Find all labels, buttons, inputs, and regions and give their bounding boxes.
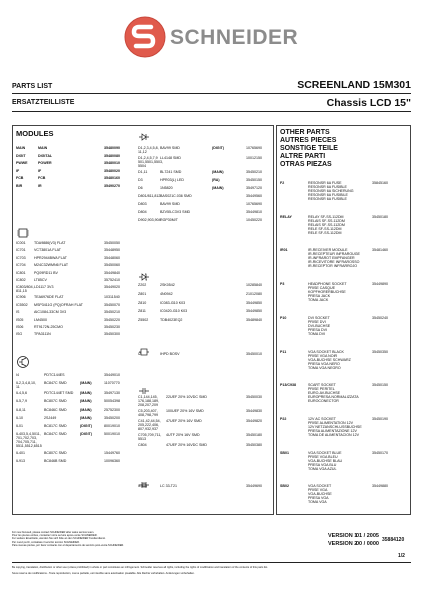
other-parts-title-line: OTRAS PIEZAS [280, 161, 332, 168]
other-part-number: 35450180 [372, 214, 388, 219]
other-part-description: DVI SOCKET PRISE DVI DVI-BUCHSE PRESA DVI TOMA DVI [308, 315, 331, 336]
part-description: BAV99 SMD [160, 146, 180, 150]
part-reference: C41,42,44,54, 205,222,406, 807,932,937 [138, 419, 161, 432]
part-reference: IC701 [16, 248, 26, 253]
version-1-date: 01 / 2005 [356, 533, 379, 539]
version-1-label: VERSION 1 [328, 533, 358, 539]
part-description: TDB4023EQ2 [160, 318, 183, 323]
part-reference: Z5502 [138, 318, 149, 323]
part-number: 50019010 [104, 432, 120, 437]
part-reference: Z801 [138, 291, 147, 296]
other-part-description: SCART SOCKET PRISE PERITEL EURO-AV-BUCHSE EUROPRESA NORMALIZZATA EUROCONECTOR [308, 383, 359, 404]
part-module-tag: (MAIN) [80, 381, 92, 386]
other-part-number: 35450150 [372, 383, 388, 388]
part-number: 35450050 [104, 241, 120, 245]
other-parts-title-line: SONSTIGE TEILE [280, 145, 338, 152]
part-number: 35450220 [104, 317, 120, 322]
part-description: BL7241 SMD [160, 170, 182, 175]
part-description: PDTC144ES [44, 373, 65, 377]
part-description: LC 33-T21 [160, 484, 177, 488]
part-description: RGP30M/T [160, 218, 178, 223]
part-reference: IC803/804, 811,15 [16, 285, 34, 294]
part-description: M24C32WMN6 FLAT [34, 263, 69, 268]
part-reference: IL303 [138, 484, 147, 488]
part-number: 35450230 [104, 325, 120, 329]
other-parts-title-line: AUTRES PIECES [280, 137, 337, 144]
part-description: BC847C SMD [44, 432, 67, 437]
footer-legal-2: Sous reserve de modifications - Toute reproduction, meme partielle, est interdite sans autorisation prealable. Alle Rechte vorbehalten. Anderungen vorbehalten. [12, 572, 195, 575]
part-number: 10311540 [104, 295, 120, 300]
part-reference: C5,203,407, 408,798,799 [138, 409, 158, 418]
part-description: TEA6976DE FLAT [34, 295, 64, 300]
part-description: BAV99 SMD [160, 202, 180, 207]
part-number: 15449760 [104, 450, 120, 455]
module-part-number: 35480160 [104, 176, 120, 181]
part-description: LL4148 SMD [160, 156, 181, 160]
other-part-description: IR-RECEIVER MODULE IR-RECEPTEUR INFRAROUGE IR-INFRAROT EMPFANGER IR-RICEVITORE INFRAROSSO IR-RECEPTOR INFRARROJO [308, 248, 360, 269]
module-part-number: 35480080 [104, 153, 120, 158]
part-reference: D6 [138, 186, 143, 191]
part-description: LT85CV [34, 278, 47, 282]
part-number: 35450010 [246, 352, 262, 356]
part-number: 35497130 [104, 391, 120, 396]
other-part-reference: P11 [280, 349, 287, 354]
part-description: 1N5820 [160, 186, 173, 191]
other-part-description: RELAY SF-SS-112DM RELAIS SF-SS-112DM RELAIS SF-SS-112DM RELE SF-SS-112DM RELE SF-SS-112DM [308, 214, 345, 235]
part-reference: IS05 [16, 317, 24, 322]
module-name: MAIN [38, 146, 48, 150]
module-code: BIR [16, 184, 23, 188]
part-module-tag: (RA) [212, 178, 220, 183]
part-reference: C1,144,145, 176,188,189, 208,207,209 [138, 395, 159, 407]
part-number: 11070770 [104, 381, 120, 386]
part-description: HPR2944BWA FLAT [34, 255, 67, 260]
schneider-logo-icon [124, 16, 166, 58]
part-module-tag: (MAIN) [80, 399, 92, 404]
part-number: 35450300 [104, 332, 120, 337]
module-name: FCB [38, 176, 46, 181]
part-reference: IS [16, 310, 20, 315]
part-number: 35450380 [246, 443, 262, 448]
module-code: IF [16, 168, 20, 173]
part-number: 10450220 [246, 218, 262, 223]
other-part-number: 35449890 [372, 282, 388, 287]
part-reference: IC801 [16, 270, 26, 275]
part-module-tag: (MAIN) [80, 391, 92, 396]
part-reference: IL10 [16, 415, 23, 420]
part-description: PDTC144ET SMD [44, 391, 74, 396]
part-number: 35449690 [246, 484, 262, 488]
part-reference: C804 [138, 443, 147, 448]
part-reference: IC906 [16, 295, 26, 300]
part-description: BC847C SMD [44, 381, 67, 386]
part-description: LD1117 3V3 [34, 285, 54, 290]
part-description: BC807C SMD [44, 450, 67, 455]
part-reference: D3 [138, 178, 143, 183]
part-description: 47UEF 20% 16V SMD [166, 419, 202, 424]
part-reference: IC704 [16, 263, 26, 268]
part-number: 35497120 [246, 186, 262, 191]
part-description: BZV55-C3V3 SMD [160, 210, 191, 215]
page-number: 1/2 [398, 553, 405, 559]
part-number: 35449820 [246, 419, 262, 424]
other-part-reference: RELAY [280, 214, 292, 219]
part-description: 47UEF 20% 16VDC SMD [166, 443, 207, 448]
part-reference: IL5,7,9 [16, 399, 27, 404]
part-reference: C705,709,711, 5513 [138, 433, 162, 442]
module-code: FCB [16, 176, 24, 181]
other-part-description: VGA SOCKET BLUE PRISE VGA BLEU VGA-BUCHSE BLAU PRESA VGA BLU TOMA VGA AZUL [308, 450, 343, 471]
part-number: 35450210 [104, 310, 120, 315]
transistor-icon [16, 355, 30, 369]
footer-divider [12, 562, 411, 563]
part-reference: D902,903,904 [138, 218, 161, 223]
part-reference: IL401 [16, 450, 25, 455]
part-reference: IL8,11 [16, 407, 26, 412]
part-description: 22UEF 20% 10VDC SMD [166, 395, 207, 399]
part-reference: IC5502 [16, 302, 28, 307]
part-description: BC846B SMD [44, 458, 67, 463]
part-reference: IL4,5,6 [16, 391, 27, 396]
other-part-description: VGA SOCKET PRISE VGA VGA-BUCHSE PRESA VGA TOMA VGA [308, 484, 332, 505]
part-description: AIC1084-33CM 3V3 [34, 310, 67, 315]
part-description: TPA3111N [34, 332, 51, 337]
zener-icon [138, 272, 150, 282]
module-code: PWWE [16, 161, 28, 166]
chassis-title: Chassis LCD 15" [326, 97, 411, 109]
part-description: 2SK0542 [160, 283, 175, 287]
part-description: IC083-I310 K03 [160, 300, 186, 305]
other-part-number: 35450240 [372, 315, 388, 320]
ic-chip-icon [16, 227, 30, 239]
part-reference: ISG [16, 332, 23, 337]
part-description: PQ09RD11 BV [34, 270, 58, 275]
part-module-tag: (MAIN) [80, 415, 92, 420]
other-part-reference: F2 [280, 181, 285, 185]
part-number: 35449850 [246, 309, 262, 314]
part-reference: IL01 [16, 424, 23, 428]
part-reference: IL2,3,4,8,10, 11 [16, 381, 36, 390]
part-description: MSP3411G (PQ)OFRAH FLAT [34, 302, 83, 307]
part-reference: D801/811,812 [138, 194, 161, 199]
part-reference: IC802 [16, 278, 26, 282]
other-parts-title-line: ALTRE PARTI [280, 153, 326, 160]
part-description: 100UEF 20% 16V SMD [166, 409, 204, 414]
header-divider-bottom [12, 111, 411, 112]
footer-legal: Be copying, translation, distribution or other use (unless prohibited) in whole or part constitutes an infringement. Schneider reserves all rights, including the rights of modification and translation of the contents of this parts list. [12, 566, 268, 569]
other-part-number: 35449880 [372, 484, 388, 489]
other-part-number: 35845160 [372, 181, 388, 185]
part-description: VCT3801A FLAT [34, 248, 61, 253]
module-part-number: 35480010 [104, 161, 120, 166]
part-description: BAS021C.036 SMD [160, 194, 192, 199]
part-reference: IS06 [16, 325, 24, 329]
part-number: 35449830 [246, 409, 262, 414]
module-code: MAIN [16, 146, 26, 150]
part-number: 10096360 [104, 458, 120, 463]
ersatzteilliste-heading: ERSATZTEILLISTE [12, 99, 75, 106]
other-part-number: 35450190 [372, 416, 388, 421]
parts-list-heading: PARTS LIST [12, 83, 53, 90]
other-part-description: VGA SOCKET BLACK PRISE VGA NOIR VGA-BUCHSE SCHWARZ PRESA VGA NERO TOMA VGA NEGRO [308, 349, 351, 370]
part-description: 2SJ449 [44, 415, 57, 420]
part-number: 35489840 [246, 318, 262, 323]
part-description: TDA9886(V3) FLAT [34, 241, 66, 245]
part-description: IC0420-I310 K03 [160, 309, 188, 314]
part-module-tag: (DIGIT) [80, 424, 92, 428]
part-description: LM4500 [34, 317, 47, 322]
module-part-number: 35490270 [104, 184, 120, 188]
other-part-description: RESONSR 6A FUSE RESONSR 6A FUSIBLE RESONSR 6A SICHERUNG RESONSR 6A FUSIBILE RESONSR 6A FUSIBLE [308, 181, 354, 201]
other-part-reference: P13/C938 [280, 383, 296, 388]
part-number: 35449810 [246, 210, 262, 215]
part-reference: D1,11 [138, 170, 148, 175]
modules-title: MODULES [16, 129, 54, 138]
part-number: 35449020 [104, 285, 120, 290]
part-module-tag: (MAIN) [80, 407, 92, 412]
document-number: 35884120 [382, 537, 405, 543]
part-number: 35450030 [246, 395, 262, 399]
part-number: 50054398 [104, 399, 120, 404]
part-number: 80019010 [104, 424, 120, 428]
part-description: BC817C SMD [44, 424, 67, 428]
module-part-number: 35480090 [104, 146, 120, 150]
part-reference: IL913 [16, 458, 25, 463]
part-number: 21012080 [246, 291, 262, 296]
other-part-reference: IR01 [280, 248, 288, 253]
module-name: DIGITAL [38, 153, 53, 158]
other-part-number: 35450170 [372, 450, 388, 455]
module-name: IR [38, 184, 42, 188]
part-reference: D1,2,3,4,5,8, 11,12 [138, 146, 159, 154]
part-description: 4N0942 [160, 291, 173, 296]
part-number: 35449560 [246, 194, 262, 199]
part-reference: IL403,5,4,5011, 701,702,703, 704,705,711, 5511,5512,6515 [16, 432, 42, 449]
part-number: 35450200 [104, 415, 120, 420]
other-part-description: HEADPHONE SOCKET PRISE CASQUE KOPFHORERBUCHSE PRESA JACK TOMA JACK [308, 282, 347, 303]
version-2-date: 00 / 0000 [356, 541, 379, 547]
part-reference: IC001 [16, 241, 26, 245]
part-number: 25752300 [104, 407, 120, 412]
part-module-tag: (MAIN) [212, 170, 224, 175]
other-part-reference: P10 [280, 315, 287, 320]
part-reference: IC703 [16, 255, 26, 260]
other-part-reference: SB02 [280, 484, 289, 489]
part-module-tag: (DIGIT) [212, 146, 224, 150]
part-reference: I2 [138, 352, 141, 356]
part-description: HPR03(L) LED [160, 178, 184, 183]
part-number: 35450060 [104, 263, 120, 268]
part-description: RT9172N-25CMO [34, 325, 63, 329]
other-part-reference: P3 [280, 282, 285, 287]
part-number: 10012150 [246, 156, 262, 160]
part-reference: I4 [16, 373, 19, 377]
other-parts-title-line: OTHER PARTS [280, 129, 330, 136]
part-number: 35448060 [104, 255, 120, 260]
header-divider [12, 93, 411, 94]
part-number: 35449840 [104, 270, 120, 275]
part-number: 35448950 [104, 248, 120, 253]
part-reference: Z202 [138, 283, 147, 287]
other-part-reference: SB01 [280, 450, 289, 455]
part-number: 35450070 [104, 302, 120, 307]
part-number: 35450210 [246, 170, 262, 175]
other-part-number: 35481460 [372, 248, 388, 253]
part-reference: Z811 [138, 309, 146, 314]
version-2-label: VERSION 2 [328, 541, 358, 547]
diode-icon [138, 132, 150, 142]
part-number: 10285840 [246, 283, 262, 287]
part-description: 4UTF 20% 16V SMD [166, 433, 200, 438]
part-module-tag: (DIGIT) [80, 432, 92, 437]
part-reference: D804 [138, 210, 147, 215]
part-number: 35450180 [246, 433, 262, 438]
part-reference: Z810 [138, 300, 147, 305]
module-part-number: 35480020 [104, 168, 120, 173]
part-number: 35450150 [246, 178, 262, 183]
part-number: 10765690 [246, 146, 262, 150]
part-number: 35449850 [246, 300, 262, 305]
module-name: IF [38, 168, 42, 173]
brand-name: SCHNEIDER [170, 26, 299, 49]
module-name: POWER [38, 161, 52, 166]
model-title: SCREENLAND 15M301 [297, 79, 411, 91]
part-description: BC807C SMD [44, 399, 67, 404]
part-reference: D1,2,4,5,7,9 501,5501,5503, 5504 [138, 156, 163, 168]
part-number: 10765690 [246, 202, 262, 207]
part-description: BC846C SMD [44, 407, 67, 412]
schneider-logo [124, 16, 314, 60]
other-part-reference: P22 [280, 416, 287, 421]
module-code: DIGIT [16, 153, 26, 158]
other-part-description: 12V AC SOCKET PRISE ALIMENTATION 12V 12V NETZANSCHLUSSBUCHSE PRESA ALIMENTAZIONE 12V TOMA DE ALIMENTACION 12V [308, 416, 362, 437]
part-description: IHPD BOSV [160, 352, 180, 356]
part-reference: D803 [138, 202, 147, 207]
other-part-number: 35450350 [372, 349, 388, 354]
part-number: 35752410 [104, 278, 120, 282]
part-module-tag: (MAIN) [212, 186, 224, 191]
footer-notes: For new focused, please contact SCHNEIDER after sales service team. Pour les pieces ecrites, contactez notre service apres-vente SCHNEIDER. Fur weitere Ersatzteile, wenden Sie sich bitte an den SCHNEIDER Kundendienst. Per nuovi pezzi, contattare il servizio tecnico SCHNEIDER. Para nuevas piezas, por favor contacte con el departamento de servicio post-venta SCHNEIDER. [12, 531, 125, 547]
part-number: 35449010 [104, 373, 120, 377]
